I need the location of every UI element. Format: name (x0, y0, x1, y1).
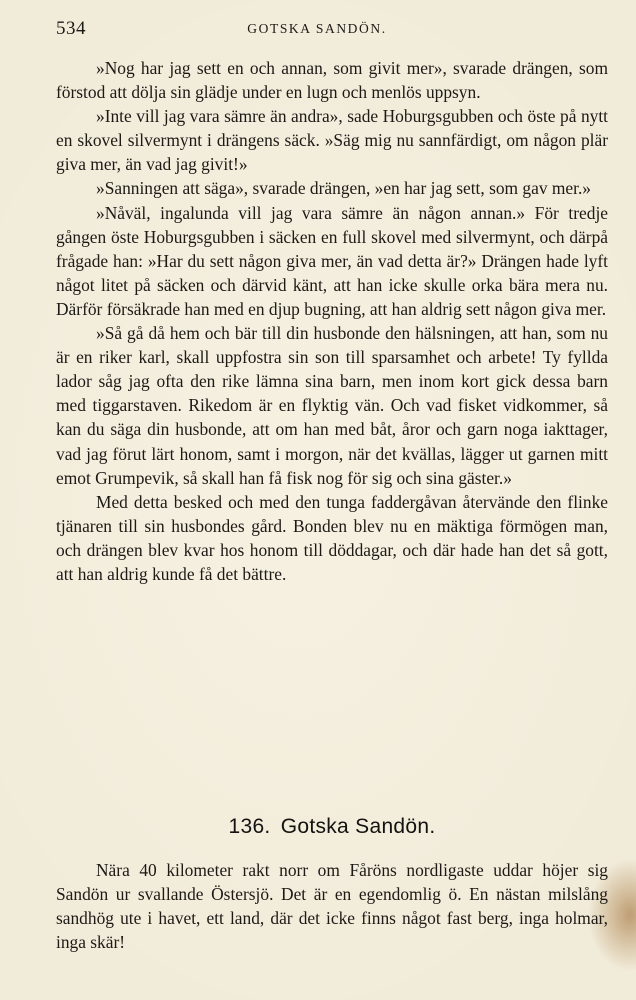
paragraph: »Så gå då hem och bär till din husbonde den hälsningen, att han, som nu är en riker karl, skall uppfostra sin son till sparsamhet och arbete! Ty fyllda lador såg jag ofta den rike lämna sina barn, men inom kort gick dessa barn med tiggarstaven. Rikedom är en flyktig vän. Och vad fisket vidkommer, så kan du säga din husbonde, att om han med båt, åror och garn noga iakttager, vad jag förut lärt honom, samt i morgon, när det kvällas, lägger ut garnen mitt emot Grumpevik, så skall han få fisk nog för sig och sina gäster.» (56, 323, 608, 488)
paragraph: »Inte vill jag vara sämre än andra», sade Hoburgsgubben och öste på nytt en skovel silvermynt i drängens säck. »Säg mig nu sannfärdigt, om någon plär giva mer, än vad jag givit!» (56, 106, 608, 175)
paragraph: Nära 40 kilometer rakt norr om Fåröns nordligaste uddar höjer sig Sandön ur svallande Östersjö. Det är en egendomlig ö. En nästan milslång sandhög ute i havet, ett land, där det icke finns något fast berg, inga holmar, inga skär! (56, 860, 608, 953)
running-head (56, 18, 608, 42)
paragraph: »Sanningen att säga», svarade drängen, »en har jag sett, som gav mer.» (96, 178, 592, 199)
running-title: GOTSKA SANDÖN. (247, 21, 387, 36)
paragraph: »Nog har jag sett en och annan, som givit mer», svarade drängen, som förstod att dölja sin glädje under en lugn och menlös uppsyn. (56, 58, 608, 103)
page-number: 534 (56, 18, 86, 39)
paragraph: »Nåväl, ingalunda vill jag vara sämre än någon annan.» För tredje gången öste Hoburgsgubben i säcken en full skovel med silvermynt, och därpå frågade han: »Har du sett någon giva mer, än vad detta är?» Drängen hade lyft något litet på säcken och därvid känt, att han icke skulle orka bära mera nu. Därför försäkrade han med en djup bugning, att han aldrig sett någon giva mer. (56, 202, 608, 319)
chapter-text (56, 858, 608, 954)
paragraph: Med detta besked och med den tunga faddergåvan återvände den flinke tjänaren till sin husbondes gård. Bonden blev nu en mäktiga förmögen man, och drängen blev kvar hos honom till döddagar, och där hade han det så gott, att han aldrig kunde få det bättre. (56, 491, 608, 584)
chapter-heading (56, 815, 608, 839)
chapter-number: 136. (228, 815, 271, 838)
story-text (56, 56, 608, 586)
chapter-title: Gotska Sandön. (280, 815, 436, 838)
